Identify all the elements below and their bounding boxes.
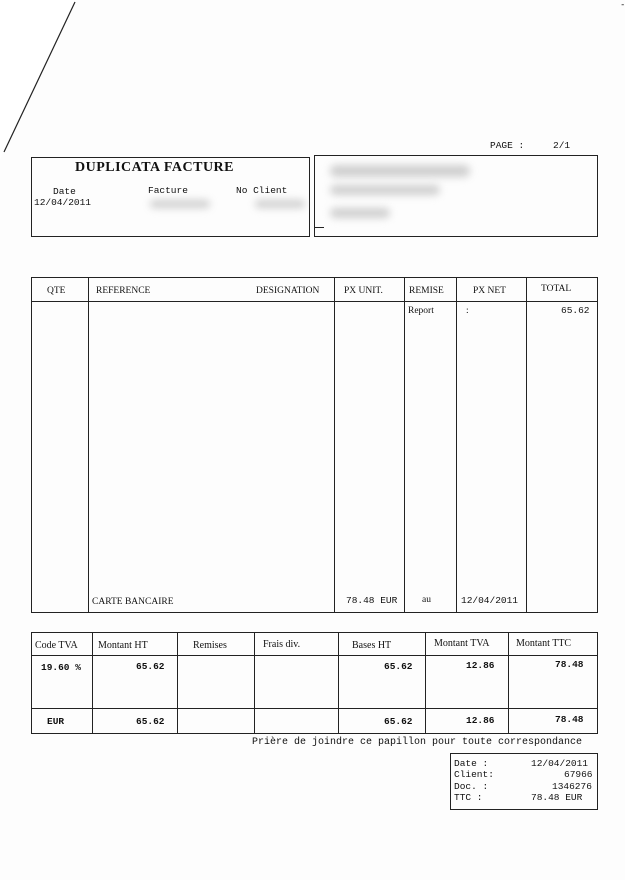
page-label: PAGE : xyxy=(490,140,525,151)
tva-total-bases-ht: 65.62 xyxy=(384,716,413,727)
tva-row-code: 19.60 % xyxy=(41,662,81,673)
report-label: Report xyxy=(408,306,434,316)
col-header-px-unit: PX UNIT. xyxy=(344,286,383,296)
payment-amount: 78.48 EUR xyxy=(346,595,398,606)
slip-doc-value: 1346276 xyxy=(552,781,592,792)
tva-total-montant-ht: 65.62 xyxy=(136,716,165,727)
address-box-tick xyxy=(314,227,324,228)
invoice-lines-table xyxy=(31,277,598,613)
client-label: No Client xyxy=(236,185,288,196)
redacted-address-line-1 xyxy=(330,165,470,177)
slip-ttc-value: 78.48 EUR xyxy=(531,792,583,803)
tva-header-montant-tva: Montant TVA xyxy=(434,638,490,649)
col-divider-2 xyxy=(334,277,335,612)
tva-col-divider-2 xyxy=(177,632,178,733)
redacted-address-line-3 xyxy=(330,208,390,218)
slip-client-label: Client: xyxy=(454,769,494,780)
tva-header-remises: Remises xyxy=(193,640,227,651)
date-label: Date xyxy=(53,186,76,197)
tva-col-divider-6 xyxy=(508,632,509,733)
col-header-reference: REFERENCE xyxy=(96,286,151,296)
slip-ttc-label: TTC : xyxy=(454,792,483,803)
redacted-client-number xyxy=(255,200,305,208)
tva-header-code: Code TVA xyxy=(35,640,78,651)
tva-header-bases-ht: Bases HT xyxy=(352,640,392,651)
redacted-invoice-number xyxy=(150,200,210,208)
col-divider-1 xyxy=(88,277,89,612)
redacted-address-line-2 xyxy=(330,185,440,195)
col-header-total: TOTAL xyxy=(541,284,572,294)
document-title: DUPLICATA FACTURE xyxy=(75,160,235,175)
tva-row-montant-ttc: 78.48 xyxy=(555,659,584,670)
slip-doc-label: Doc. : xyxy=(454,781,489,792)
slip-client-value: 67966 xyxy=(564,769,593,780)
page-value: 2/1 xyxy=(553,140,571,151)
col-header-px-net: PX NET xyxy=(473,286,506,296)
correspondence-note: Prière de joindre ce papillon pour toute correspondance xyxy=(252,737,583,748)
tva-row-montant-ht: 65.62 xyxy=(136,661,165,672)
tva-col-divider-3 xyxy=(254,632,255,733)
tva-total-divider xyxy=(31,708,597,709)
folded-corner xyxy=(0,0,80,160)
col-divider-5 xyxy=(526,277,527,612)
tva-col-divider-5 xyxy=(425,632,426,733)
tva-header-montant-ht: Montant HT xyxy=(98,640,148,651)
col-divider-4 xyxy=(456,277,457,612)
col-header-designation: DESIGNATION xyxy=(256,286,320,296)
report-total: 65.62 xyxy=(561,305,590,316)
slip-date-value: 12/04/2011 xyxy=(531,758,589,769)
tva-col-divider-4 xyxy=(338,632,339,733)
payment-date: 12/04/2011 xyxy=(461,595,519,606)
tva-col-divider-1 xyxy=(92,632,93,733)
col-divider-3 xyxy=(404,277,405,612)
report-colon: : xyxy=(466,306,469,316)
tva-total-montant-ttc: 78.48 xyxy=(555,714,584,725)
slip-date-label: Date : xyxy=(454,758,489,769)
corner-mark: - xyxy=(620,0,625,10)
lines-header-divider xyxy=(31,301,597,302)
invoice-date: 12/04/2011 xyxy=(34,197,92,208)
tva-header-montant-ttc: Montant TTC xyxy=(516,638,572,649)
col-header-qte: QTE xyxy=(47,286,66,296)
payment-reference: CARTE BANCAIRE xyxy=(92,597,174,607)
tva-total-currency: EUR xyxy=(47,716,65,727)
payment-au: au xyxy=(422,595,431,605)
tva-header-divider xyxy=(31,655,597,656)
tva-row-montant-tva: 12.86 xyxy=(466,660,495,671)
tva-header-frais: Frais div. xyxy=(263,639,301,650)
tva-row-bases-ht: 65.62 xyxy=(384,661,413,672)
facture-label: Facture xyxy=(148,185,188,196)
tva-total-montant-tva: 12.86 xyxy=(466,715,495,726)
col-header-remise: REMISE xyxy=(409,286,444,296)
